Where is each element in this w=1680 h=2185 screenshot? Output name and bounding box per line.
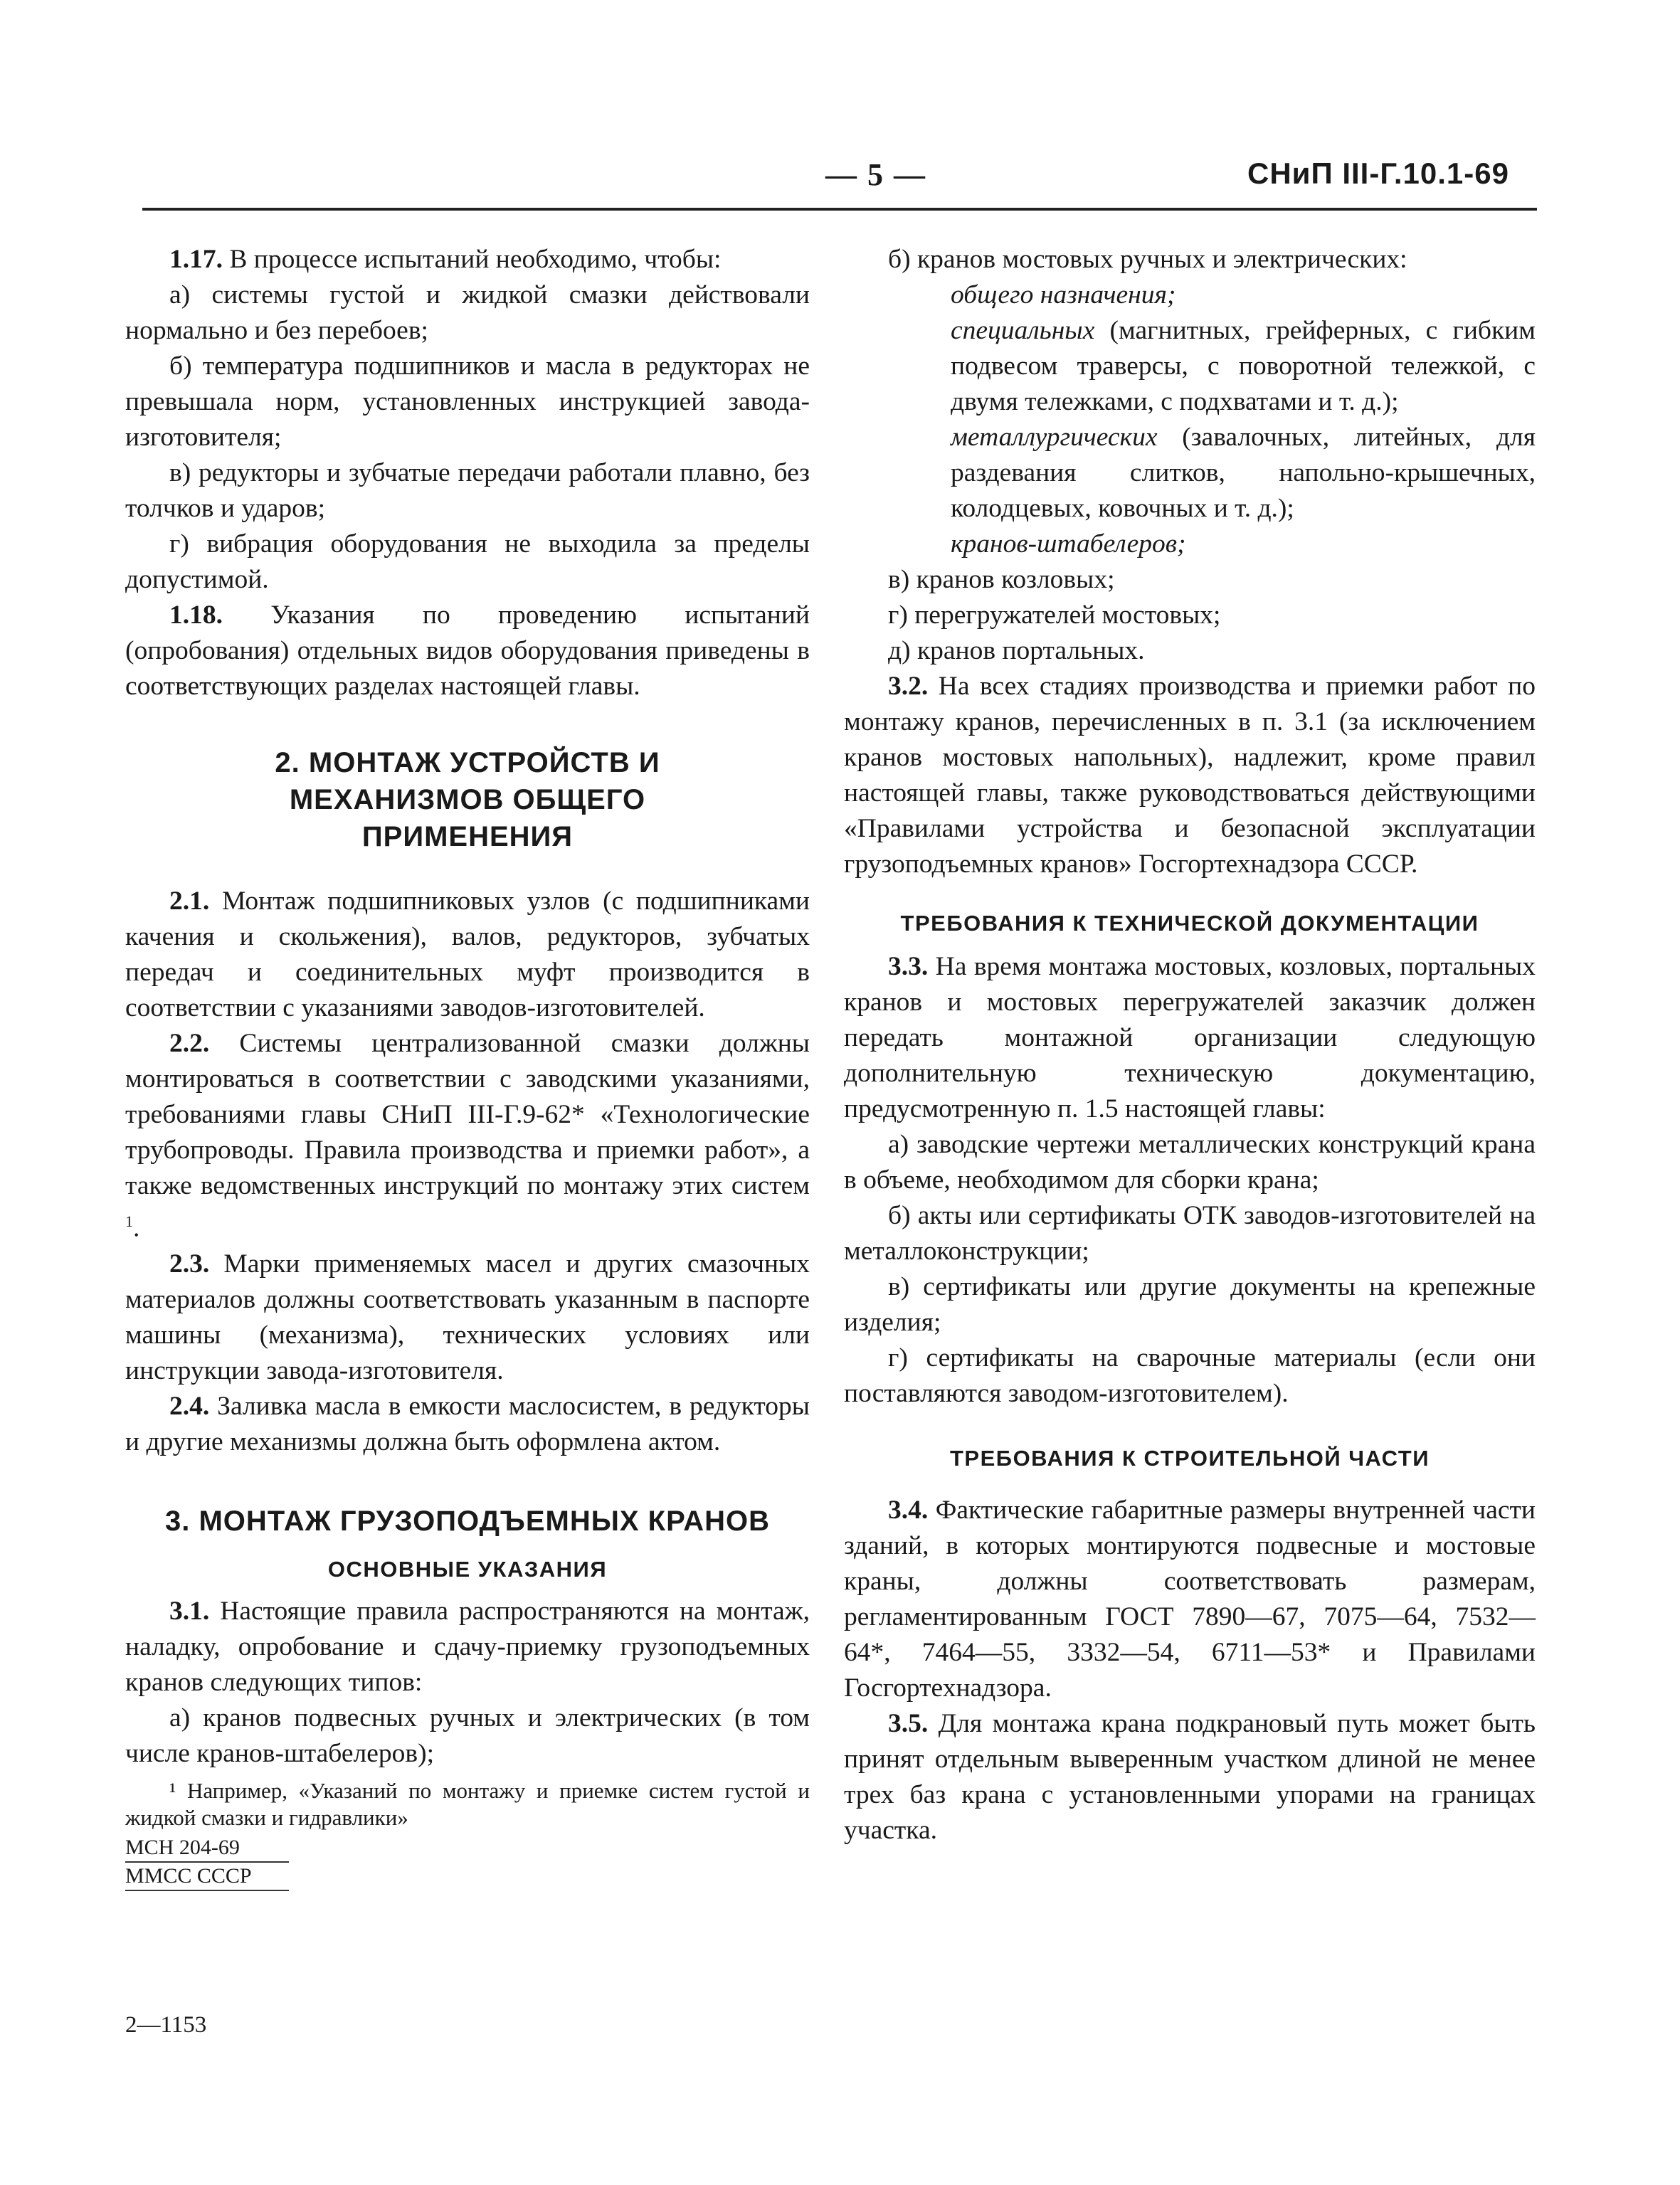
list-item: а) системы густой и жидкой смазки действовали нормально и без перебоев;: [125, 280, 810, 345]
clause-number: 2.1.: [169, 887, 210, 916]
list-item: д) кранов портальных.: [888, 636, 1145, 665]
clause-number: 2.4.: [169, 1391, 210, 1421]
list-item: в) кранов козловых;: [888, 565, 1115, 594]
print-signature: 2—1153: [125, 2012, 207, 2038]
sublist-item: металлургических (завалочных, литейных, для раздевания слитков, напольно-крышечных, колодцевых, ковочных и т. д.);: [951, 423, 1536, 523]
list-item: г) перегружателей мостовых;: [888, 601, 1221, 630]
left-column: [125, 242, 810, 1891]
list-item: г) вибрация оборудования не выходила за пределы допустимой.: [125, 529, 810, 594]
paragraph-3-5: 3.5. Для монтажа крана подкрановый путь может быть принят отдельным выверенным участком длиной не менее трех баз крана с установленными упорами на границах участка.: [844, 1709, 1536, 1845]
list-item: г) сертификаты на сварочные материалы (если они поставляются заводом-изготовителем).: [844, 1343, 1536, 1408]
subsection-build-heading: ТРЕБОВАНИЯ К СТРОИТЕЛЬНОЙ ЧАСТИ: [950, 1446, 1430, 1471]
list-item: в) редукторы и зубчатые передачи работали плавно, без толчков и ударов;: [125, 458, 810, 523]
sublist-item: общего назначения;: [951, 280, 1176, 310]
list-item: б) акты или сертификаты ОТК заводов-изготовителей на металлоконструкции;: [844, 1201, 1536, 1266]
right-column: [844, 242, 1536, 1848]
footnote-ref: 1: [125, 1212, 133, 1230]
paragraph-2-4: 2.4. Заливка масла в емкости маслосистем, в редукторы и другие механизмы должна быть оформлена актом.: [125, 1391, 810, 1456]
subsection-basic-heading: ОСНОВНЫЕ УКАЗАНИЯ: [327, 1556, 608, 1582]
paragraph-3-1: 3.1. Настоящие правила распространяются на монтаж, наладку, опробование и сдачу-приемку грузоподъемных кранов следующих типов:: [125, 1596, 810, 1697]
clause-number: 1.18.: [169, 601, 223, 630]
list-item: б) кранов мостовых ручных и электрических:: [888, 245, 1407, 274]
paragraph-3-4: 3.4. Фактические габаритные размеры внутренней части зданий, в которых монтируются подвесные и мостовые краны, должны соответствовать размерам, регламентированным ГОСТ 7890—67, 7075—64, 7532—64*, 7464—55, 3332—54, 6711—53* и Правилами Госгортехнадзора.: [844, 1496, 1536, 1703]
paragraph-1-17: 1.17. В процессе испытаний необходимо, чтобы:: [169, 245, 722, 274]
paragraph-3-2: 3.2. На всех стадиях производства и приемки работ по монтажу кранов, перечисленных в п. 3.1 (за исключением кранов мостовых напольных), надлежит, кроме правил настоящей главы, также руководствоваться действующими «Правилами устройства и безопасной эксплуатации грузоподъемных кранов» Госгортехнадзора СССР.: [844, 672, 1536, 879]
clause-number: 3.3.: [888, 952, 929, 981]
list-item: в) сертификаты или другие документы на крепежные изделия;: [844, 1272, 1536, 1337]
page-number: — 5 —: [825, 157, 926, 192]
clause-number: 3.1.: [169, 1596, 210, 1626]
approval-reference: [125, 1834, 289, 1891]
approval-org: ММСС СССР: [125, 1863, 289, 1891]
paragraph-2-3: 2.3. Марки применяемых масел и других смазочных материалов должны соответствовать указанным в паспорте машины (механизма), технических условиях или инструкции завода-изготовителя.: [125, 1249, 810, 1385]
paragraph-2-1: 2.1. Монтаж подшипниковых узлов (с подшипниками качения и скольжения), валов, редукторов, зубчатых передач и соединительных муфт производится в соответствии с указаниями заводов-изготовителей.: [125, 887, 810, 1022]
approval-code: МСН 204-69: [125, 1834, 289, 1863]
paragraph-1-18: 1.18. Указания по проведению испытаний (опробования) отдельных видов оборудования приведены в соответствующих разделах настоящей главы.: [125, 601, 810, 701]
clause-number: 1.17.: [169, 245, 223, 274]
header-rule: [142, 208, 1537, 211]
section-2-heading: 2. МОНТАЖ УСТРОЙСТВ И МЕХАНИЗМОВ ОБЩЕГО ПРИМЕНЕНИЯ: [275, 747, 660, 852]
clause-number: 2.2.: [169, 1029, 210, 1058]
page-header: [142, 157, 1538, 199]
list-item: а) кранов подвесных ручных и электрических (в том числе кранов-штабелеров);: [125, 1703, 810, 1768]
section-3-heading: 3. МОНТАЖ ГРУЗОПОДЪЕМНЫХ КРАНОВ: [164, 1505, 771, 1537]
paragraph-3-3: 3.3. На время монтажа мостовых, козловых, портальных кранов и мостовых перегружателей заказчик должен передать монтажной организации следующую дополнительную техническую документацию, предусмотренную п. 1.5 настоящей главы:: [844, 952, 1536, 1123]
subsection-docs-heading: ТРЕБОВАНИЯ К ТЕХНИЧЕСКОЙ ДОКУМЕНТАЦИИ: [900, 911, 1479, 936]
clause-number: 3.2.: [888, 672, 929, 701]
clause-number: 3.5.: [888, 1709, 929, 1738]
clause-number: 3.4.: [888, 1496, 929, 1525]
clause-number: 2.3.: [169, 1249, 210, 1279]
sublist-item: специальных (магнитных, грейферных, с гибким подвесом траверсы, с поворотной тележкой, с двумя тележками, с подхватами и т. д.);: [951, 316, 1536, 416]
sublist-item: кранов-штабелеров;: [951, 529, 1186, 559]
list-item: б) температура подшипников и масла в редукторах не превышала норм, установленных инструкцией завода-изготовителя;: [125, 351, 810, 452]
document-code: СНиП III-Г.10.1-69: [1247, 157, 1509, 190]
footnote: ¹ Например, «Указаний по монтажу и приемке систем густой и жидкой смазки и гидравлики»: [125, 1777, 810, 1830]
list-item: а) заводские чертежи металлических конструкций крана в объеме, необходимом для сборки крана;: [844, 1130, 1536, 1195]
paragraph-2-2: 2.2. Системы централизованной смазки должны монтироваться в соответствии с заводскими указаниями, требованиями главы СНиП III-Г.9-62* «Технологические трубопроводы. Правила производства и приемки работ», а также ведомственных инструкций по монтажу этих систем $^1$.: [125, 1029, 810, 1243]
